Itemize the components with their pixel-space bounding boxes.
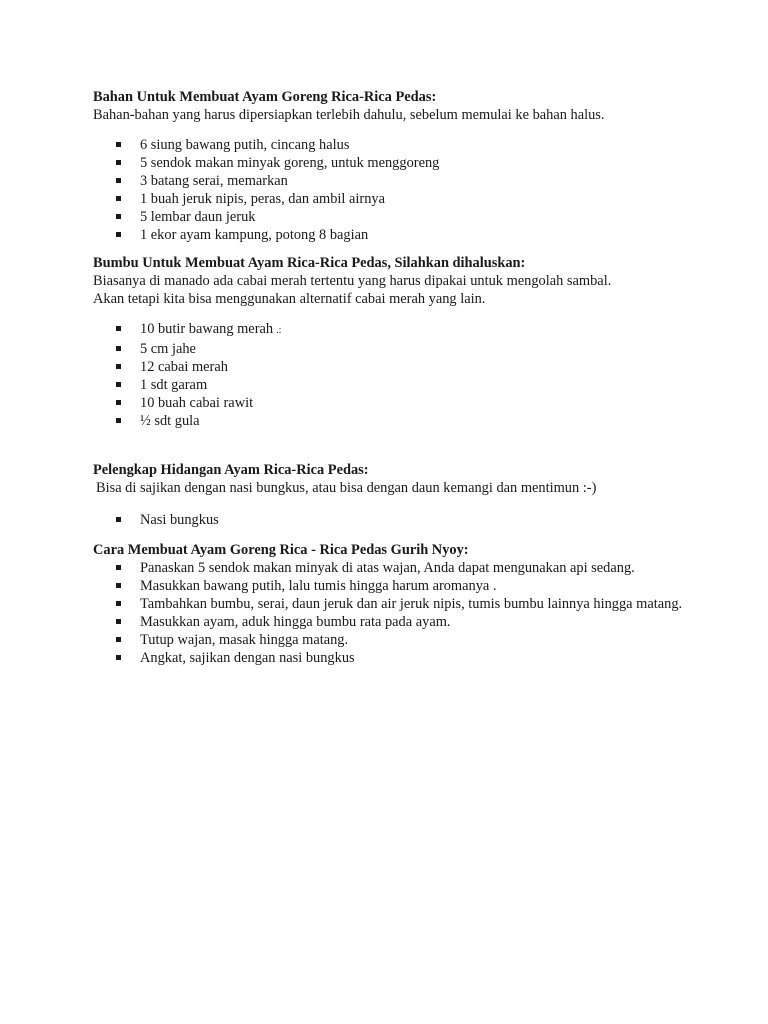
bullet-icon [116, 517, 121, 522]
list-item: 1 sdt garam [93, 376, 693, 394]
spices-list [93, 320, 693, 430]
list-item: 3 batang serai, memarkan [93, 172, 693, 190]
ingredients-list [93, 136, 693, 244]
list-item: 10 butir bawang merah .: [93, 320, 693, 340]
document-page [93, 88, 693, 667]
stray-mark: .: [276, 325, 282, 336]
list-item: Nasi bungkus [93, 511, 693, 529]
section-intro-spices-line1: Biasanya di manado ada cabai merah tertentu yang harus dipakai untuk mengolah sambal. [93, 273, 612, 289]
bullet-icon [116, 583, 121, 588]
section-intro-spices-line2: Akan tetapi kita bisa menggunakan alternatif cabai merah yang lain. [93, 291, 486, 307]
sides-list [93, 511, 693, 529]
list-item: 5 cm jahe [93, 340, 693, 358]
bullet-icon [116, 214, 121, 219]
section-heading-ingredients: Bahan Untuk Membuat Ayam Goreng Rica-Rica Pedas: [93, 89, 437, 105]
list-item: 12 cabai merah [93, 358, 693, 376]
bullet-icon [116, 160, 121, 165]
list-item: Angkat, sajikan dengan nasi bungkus [93, 649, 693, 667]
section-intro-ingredients: Bahan-bahan yang harus dipersiapkan terlebih dahulu, sebelum memulai ke bahan halus. [93, 107, 605, 123]
bullet-icon [116, 637, 121, 642]
list-item: ½ sdt gula [93, 412, 693, 430]
list-item: 10 buah cabai rawit [93, 394, 693, 412]
bullet-icon [116, 346, 121, 351]
list-item: Panaskan 5 sendok makan minyak di atas wajan, Anda dapat mengunakan api sedang. [93, 559, 693, 577]
bullet-icon [116, 196, 121, 201]
list-item: Tambahkan bumbu, serai, daun jeruk dan air jeruk nipis, tumis bumbu lainnya hingga matang. [93, 595, 693, 613]
section-heading-sides: Pelengkap Hidangan Ayam Rica-Rica Pedas: [93, 462, 369, 478]
bullet-icon [116, 655, 121, 660]
list-item: 5 lembar daun jeruk [93, 208, 693, 226]
list-item: 5 sendok makan minyak goreng, untuk menggoreng [93, 154, 693, 172]
list-item: 6 siung bawang putih, cincang halus [93, 136, 693, 154]
list-item: Masukkan bawang putih, lalu tumis hingga harum aromanya . [93, 577, 693, 595]
bullet-icon [116, 232, 121, 237]
bullet-icon [116, 326, 121, 331]
list-item: 1 buah jeruk nipis, peras, dan ambil airnya [93, 190, 693, 208]
bullet-icon [116, 364, 121, 369]
bullet-icon [116, 382, 121, 387]
bullet-icon [116, 142, 121, 147]
list-item: 1 ekor ayam kampung, potong 8 bagian [93, 226, 693, 244]
list-item: Tutup wajan, masak hingga matang. [93, 631, 693, 649]
steps-list [93, 559, 693, 667]
section-heading-steps: Cara Membuat Ayam Goreng Rica - Rica Pedas Gurih Nyoy: [93, 542, 469, 558]
list-item: Masukkan ayam, aduk hingga bumbu rata pada ayam. [93, 613, 693, 631]
bullet-icon [116, 619, 121, 624]
bullet-icon [116, 418, 121, 423]
bullet-icon [116, 178, 121, 183]
section-heading-spices: Bumbu Untuk Membuat Ayam Rica-Rica Pedas, Silahkan dihaluskan: [93, 255, 526, 271]
section-intro-sides: Bisa di sajikan dengan nasi bungkus, atau bisa dengan daun kemangi dan mentimun :-) [96, 480, 597, 496]
bullet-icon [116, 601, 121, 606]
bullet-icon [116, 565, 121, 570]
bullet-icon [116, 400, 121, 405]
